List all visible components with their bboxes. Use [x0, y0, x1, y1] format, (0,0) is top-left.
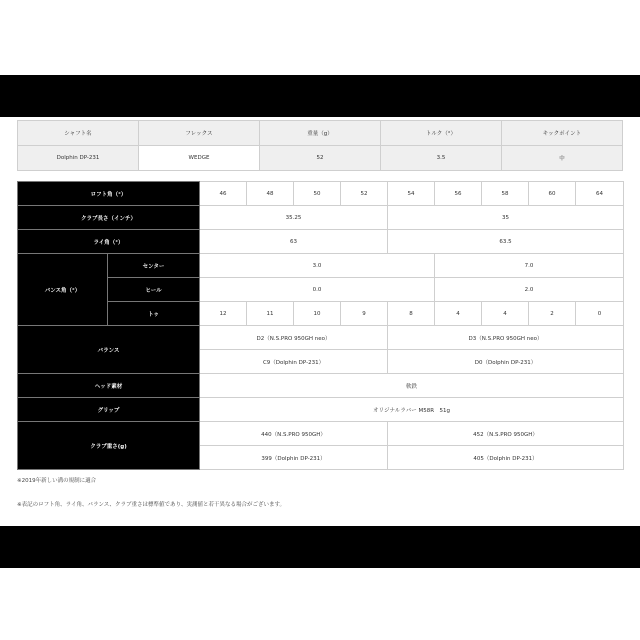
spec-value: 中 — [502, 146, 623, 171]
bounce-toe-label: トゥ — [108, 302, 200, 326]
lie-value: 63.5 — [388, 230, 624, 254]
loft-label: ロフト角（°） — [18, 182, 200, 206]
loft-row — [18, 182, 624, 206]
balance-value: D3（N.S.PRO 950GH neo） — [388, 326, 624, 350]
spec-value: WEDGE — [139, 146, 260, 171]
loft-value: 50 — [294, 182, 341, 206]
top-black-band — [0, 75, 640, 117]
spec-value: Dolphin DP-231 — [18, 146, 139, 171]
bounce-heel-row — [18, 278, 624, 302]
shaft-spec-table — [17, 120, 623, 171]
spec-header: シャフト名 — [18, 121, 139, 146]
bounce-toe-row — [18, 302, 624, 326]
bounce-center-value: 3.0 — [200, 254, 435, 278]
loft-value: 64 — [576, 182, 624, 206]
bounce-toe-value: 9 — [341, 302, 388, 326]
bounce-toe-value: 12 — [200, 302, 247, 326]
weight-value: 440（N.S.PRO 950GH） — [200, 422, 388, 446]
weight-value: 399（Dolphin DP-231） — [200, 446, 388, 470]
note-groove-rule: ※2019年新しい溝の規制に適合 — [17, 478, 97, 484]
balance-value: D0（Dolphin DP-231） — [388, 350, 624, 374]
balance-value: D2（N.S.PRO 950GH neo） — [200, 326, 388, 350]
bounce-heel-label: ヒール — [108, 278, 200, 302]
loft-value: 54 — [388, 182, 435, 206]
bounce-center-value: 7.0 — [435, 254, 624, 278]
grip-label: グリップ — [18, 398, 200, 422]
spec-header: 重量（g） — [260, 121, 381, 146]
bounce-toe-value: 4 — [435, 302, 482, 326]
bounce-toe-value: 8 — [388, 302, 435, 326]
bounce-toe-value: 0 — [576, 302, 624, 326]
balance-label: バランス — [18, 326, 200, 374]
bounce-toe-value: 4 — [482, 302, 529, 326]
weight-value: 452（N.S.PRO 950GH） — [388, 422, 624, 446]
head-material-row — [18, 374, 624, 398]
balance-row-1 — [18, 326, 624, 350]
lie-value: 63 — [200, 230, 388, 254]
spec-header: フレックス — [139, 121, 260, 146]
bounce-heel-value: 0.0 — [200, 278, 435, 302]
loft-value: 58 — [482, 182, 529, 206]
bounce-toe-value: 11 — [247, 302, 294, 326]
balance-value: C9（Dolphin DP-231） — [200, 350, 388, 374]
bounce-toe-value: 10 — [294, 302, 341, 326]
head-material-label: ヘッド素材 — [18, 374, 200, 398]
note-standard-values: ※表記のロフト角、ライ角、バランス、クラブ重さは標準値であり、実測値と若干異なる場合がございます。 — [17, 502, 286, 508]
loft-value: 48 — [247, 182, 294, 206]
bounce-center-row — [18, 254, 624, 278]
bounce-center-label: センター — [108, 254, 200, 278]
bottom-black-band — [0, 526, 640, 568]
spec-header: トルク（°） — [381, 121, 502, 146]
weight-row-1 — [18, 422, 624, 446]
length-value: 35.25 — [200, 206, 388, 230]
spec-value: 3.5 — [381, 146, 502, 171]
spec-header-row — [18, 121, 623, 146]
grip-value: オリジナルラバー M58R 51g — [200, 398, 624, 422]
lie-row — [18, 230, 624, 254]
grip-row — [18, 398, 624, 422]
weight-label: クラブ重さ(g) — [18, 422, 200, 470]
loft-value: 46 — [200, 182, 247, 206]
spec-content — [17, 120, 623, 524]
club-spec-table — [17, 181, 624, 470]
length-label: クラブ長さ（インチ） — [18, 206, 200, 230]
spec-value-row — [18, 146, 623, 171]
spec-value: 52 — [260, 146, 381, 171]
head-material-value: 軟鉄 — [200, 374, 624, 398]
bounce-toe-value: 2 — [529, 302, 576, 326]
length-value: 35 — [388, 206, 624, 230]
bounce-label: バンス角（°） — [18, 254, 108, 326]
weight-value: 405（Dolphin DP-231） — [388, 446, 624, 470]
loft-value: 52 — [341, 182, 388, 206]
lie-label: ライ角（°） — [18, 230, 200, 254]
notes — [17, 476, 623, 508]
loft-value: 60 — [529, 182, 576, 206]
bounce-heel-value: 2.0 — [435, 278, 624, 302]
spec-header: キックポイント — [502, 121, 623, 146]
length-row — [18, 206, 624, 230]
loft-value: 56 — [435, 182, 482, 206]
